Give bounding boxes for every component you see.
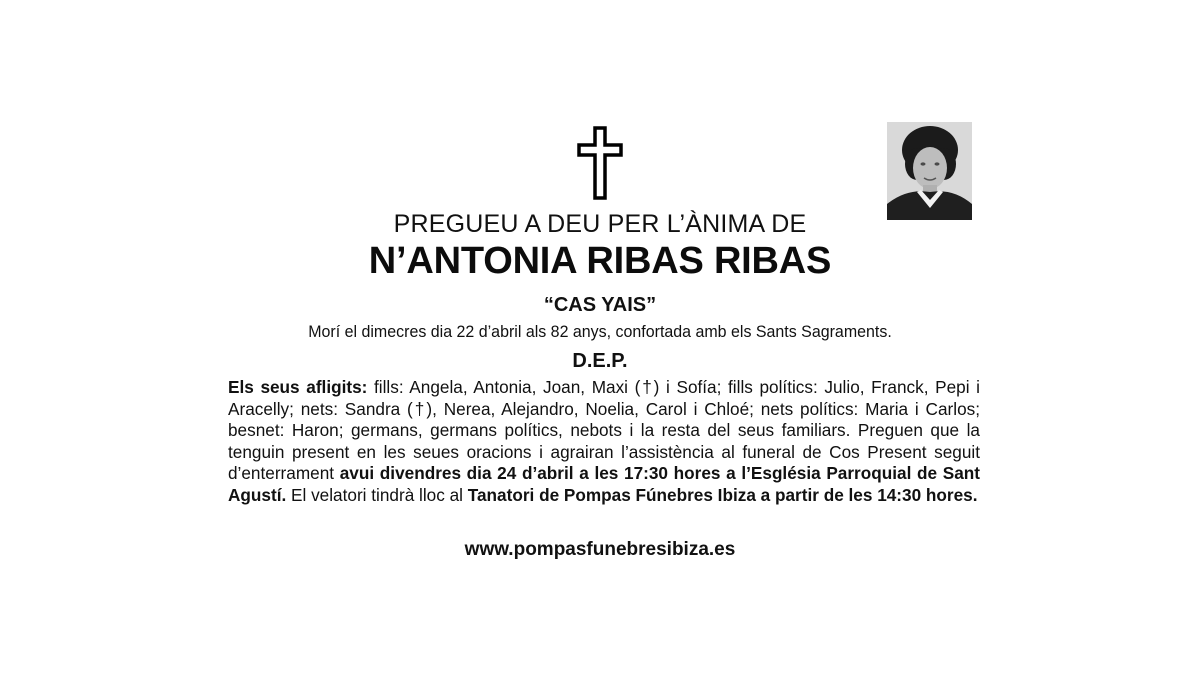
prayer-line: PREGUEU A DEU PER L’ÀNIMA DE <box>393 210 807 238</box>
website-link[interactable]: www.pompasfunebresibiza.es <box>464 539 736 560</box>
cross-icon <box>577 126 623 200</box>
funeral-time-place: avui divendres dia 24 d’abril a les 17:30 hores a l’Església Parroquial de Sant Agustí. <box>228 463 980 505</box>
death-details: Morí el dimecres dia 22 d’abril als 82 anys, confortada amb els Sants Sagraments. <box>308 322 892 341</box>
nickname: “CAS YAIS” <box>543 294 657 316</box>
family-heading: Els seus afligits: <box>228 377 368 397</box>
family-text: fills: Angela, Antonia, Joan, Maxi (†) i Sofía; fills polítics: Julio, Franck, Pepi i Aracelly; nets: Sandra (†), Nerea, Alejandro, Noelia, Carol i Chloé; nets polítics: Maria i Carlos; besnet: Haron; germans, germans polítics, nebots i la resta del seus familiars. Preguen que la tenguin present en les seues oracions i agrairan l’assistència al funeral de Cos Present seguit d’enterrament <box>228 377 980 484</box>
portrait-photo <box>887 122 972 220</box>
rest-in-peace: D.E.P. <box>572 350 628 372</box>
wake-place-time: Tanatori de Pompas Fúnebres Ibiza a partir de les 14:30 hores. <box>467 484 978 505</box>
wake-intro: El velatori tindrà lloc al <box>286 484 468 505</box>
deceased-name: N’ANTONIA RIBAS RIBAS <box>368 240 832 282</box>
family-and-funeral-paragraph <box>228 377 980 507</box>
